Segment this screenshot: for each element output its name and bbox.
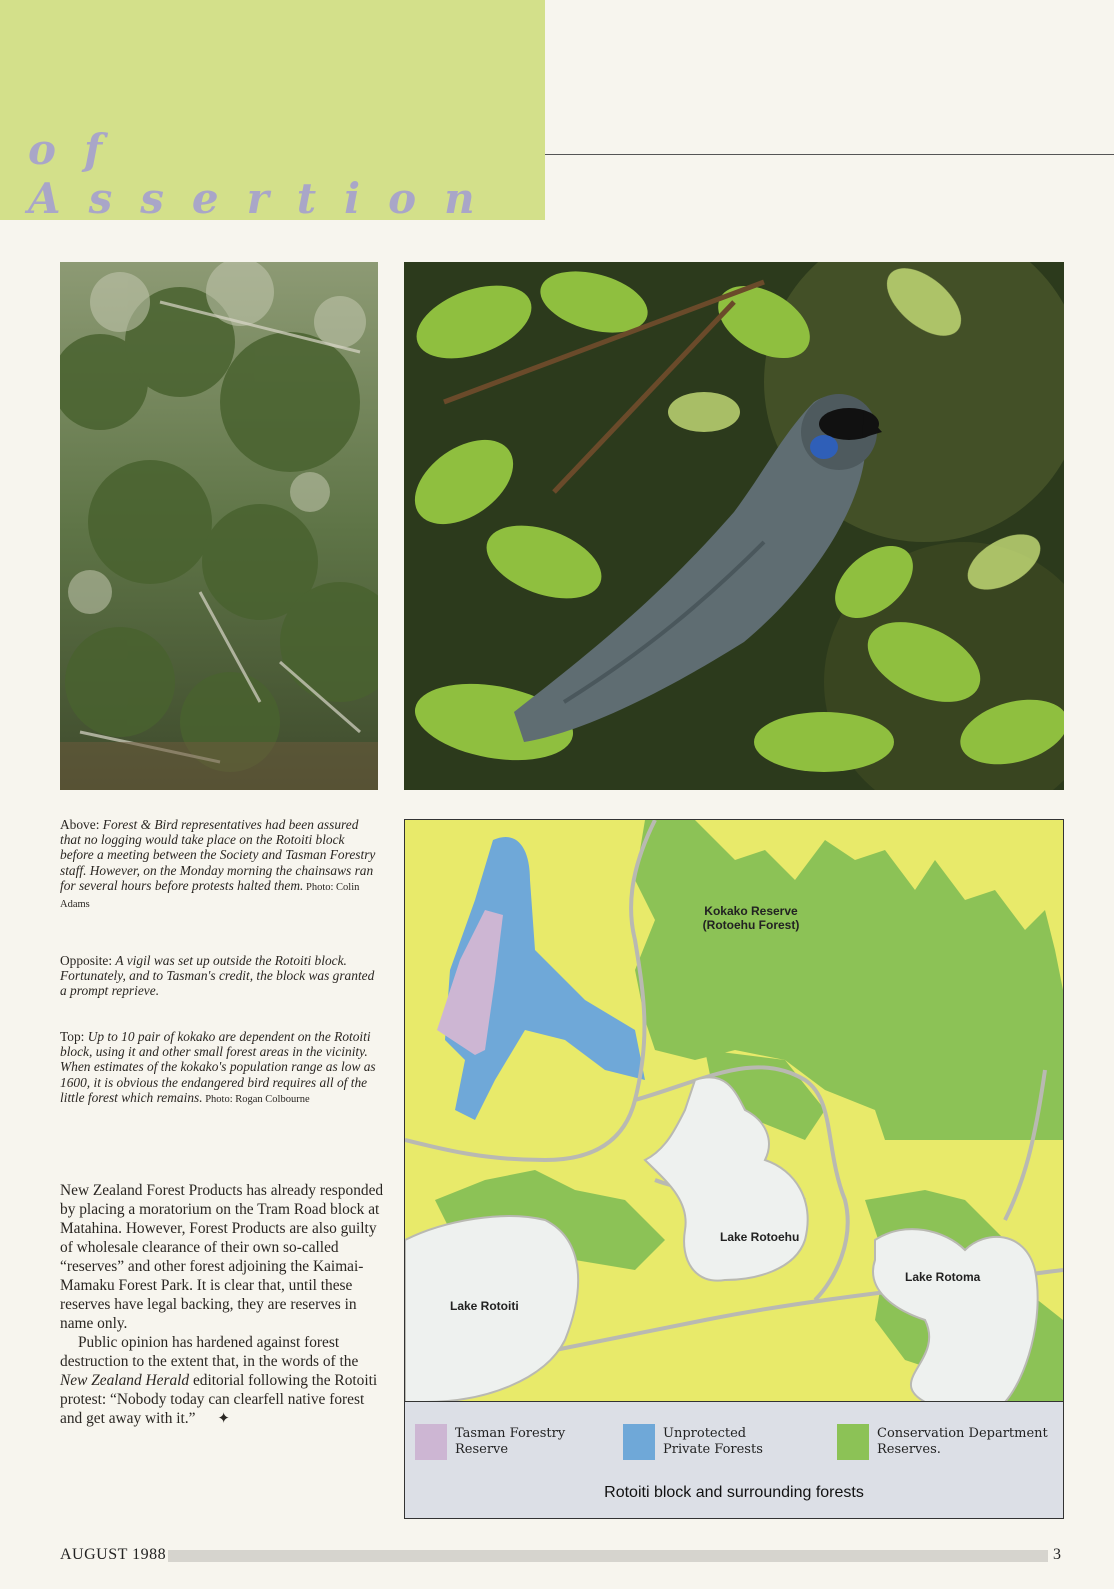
lake-rotoiti-label: Lake Rotoiti — [450, 1299, 519, 1313]
body-paragraph: New Zealand Forest Products has already responded by placing a moratorium on the Tram Road block at Matahina. However, Forest Products are also guilty of wholesale clearance of their own so-called “reserves” and other forest adjoining the Kaimai-Mamaku Forest Park. It is clear that, until these reserves have legal backing, they are reserves in name only. — [60, 1182, 384, 1332]
legend-swatch-unprotected — [623, 1424, 655, 1460]
legend-swatch-conservation — [837, 1424, 869, 1460]
caption-top: Top: Up to 10 pair of kokako are dependent on the Rotoiti block, using it and other small forest areas in the vicinity. When estimates of the kokako's population range as low as 1600, it is obvious the endangered bird requires all of the little forest which remains. Photo: Rogan Colbourne — [60, 1029, 376, 1105]
lake-rotoehu-label: Lake Rotoehu — [720, 1230, 800, 1244]
caption-above: Above: Forest & Bird representatives had been assured that no logging would take place on the Rotoiti block before a meeting between the Society and Tasman Forestry staff. However, on the Monday morning the chainsaws ran for several hours before protests halted them. Photo: Colin Adams — [60, 817, 376, 911]
legend-item-unprotected: Unprotected Private Forests — [623, 1424, 853, 1460]
legend-item-tasman: Tasman Forestry Reserve — [415, 1424, 645, 1460]
title-band — [0, 0, 545, 223]
title-rule — [545, 154, 1114, 155]
footer-bar — [168, 1550, 1048, 1562]
kokako-reserve-label: Kokako Reserve (Rotoehu Forest) — [702, 904, 800, 932]
forest-photo — [60, 262, 378, 790]
article-title: of Assertion — [28, 125, 503, 223]
legend-item-conservation: Conservation Department Reserves. — [837, 1424, 1063, 1460]
kokako-photo — [404, 262, 1064, 790]
issue-date: AUGUST 1988 — [60, 1546, 167, 1563]
body-paragraph: Public opinion has hardened against forest destruction to the extent that, in the words of the New Zealand Herald editorial following the Rotoiti protest: “Nobody today can clearfell native forest and get away with it.” ✦ — [60, 1334, 378, 1427]
caption-opposite: Opposite: A vigil was set up outside the Rotoiti block. Fortunately, and to Tasman's credit, the block was granted a prompt reprieve. — [60, 953, 375, 999]
article-body — [60, 1181, 385, 1429]
map — [404, 819, 1064, 1519]
map-legend — [405, 1401, 1063, 1519]
page-number: 3 — [1053, 1546, 1061, 1563]
bird-end-mark-icon: ✦ — [217, 1411, 230, 1427]
lake-rotoma-label: Lake Rotoma — [905, 1270, 981, 1284]
legend-swatch-tasman — [415, 1424, 447, 1460]
map-caption: Rotoiti block and surrounding forests — [604, 1484, 864, 1501]
